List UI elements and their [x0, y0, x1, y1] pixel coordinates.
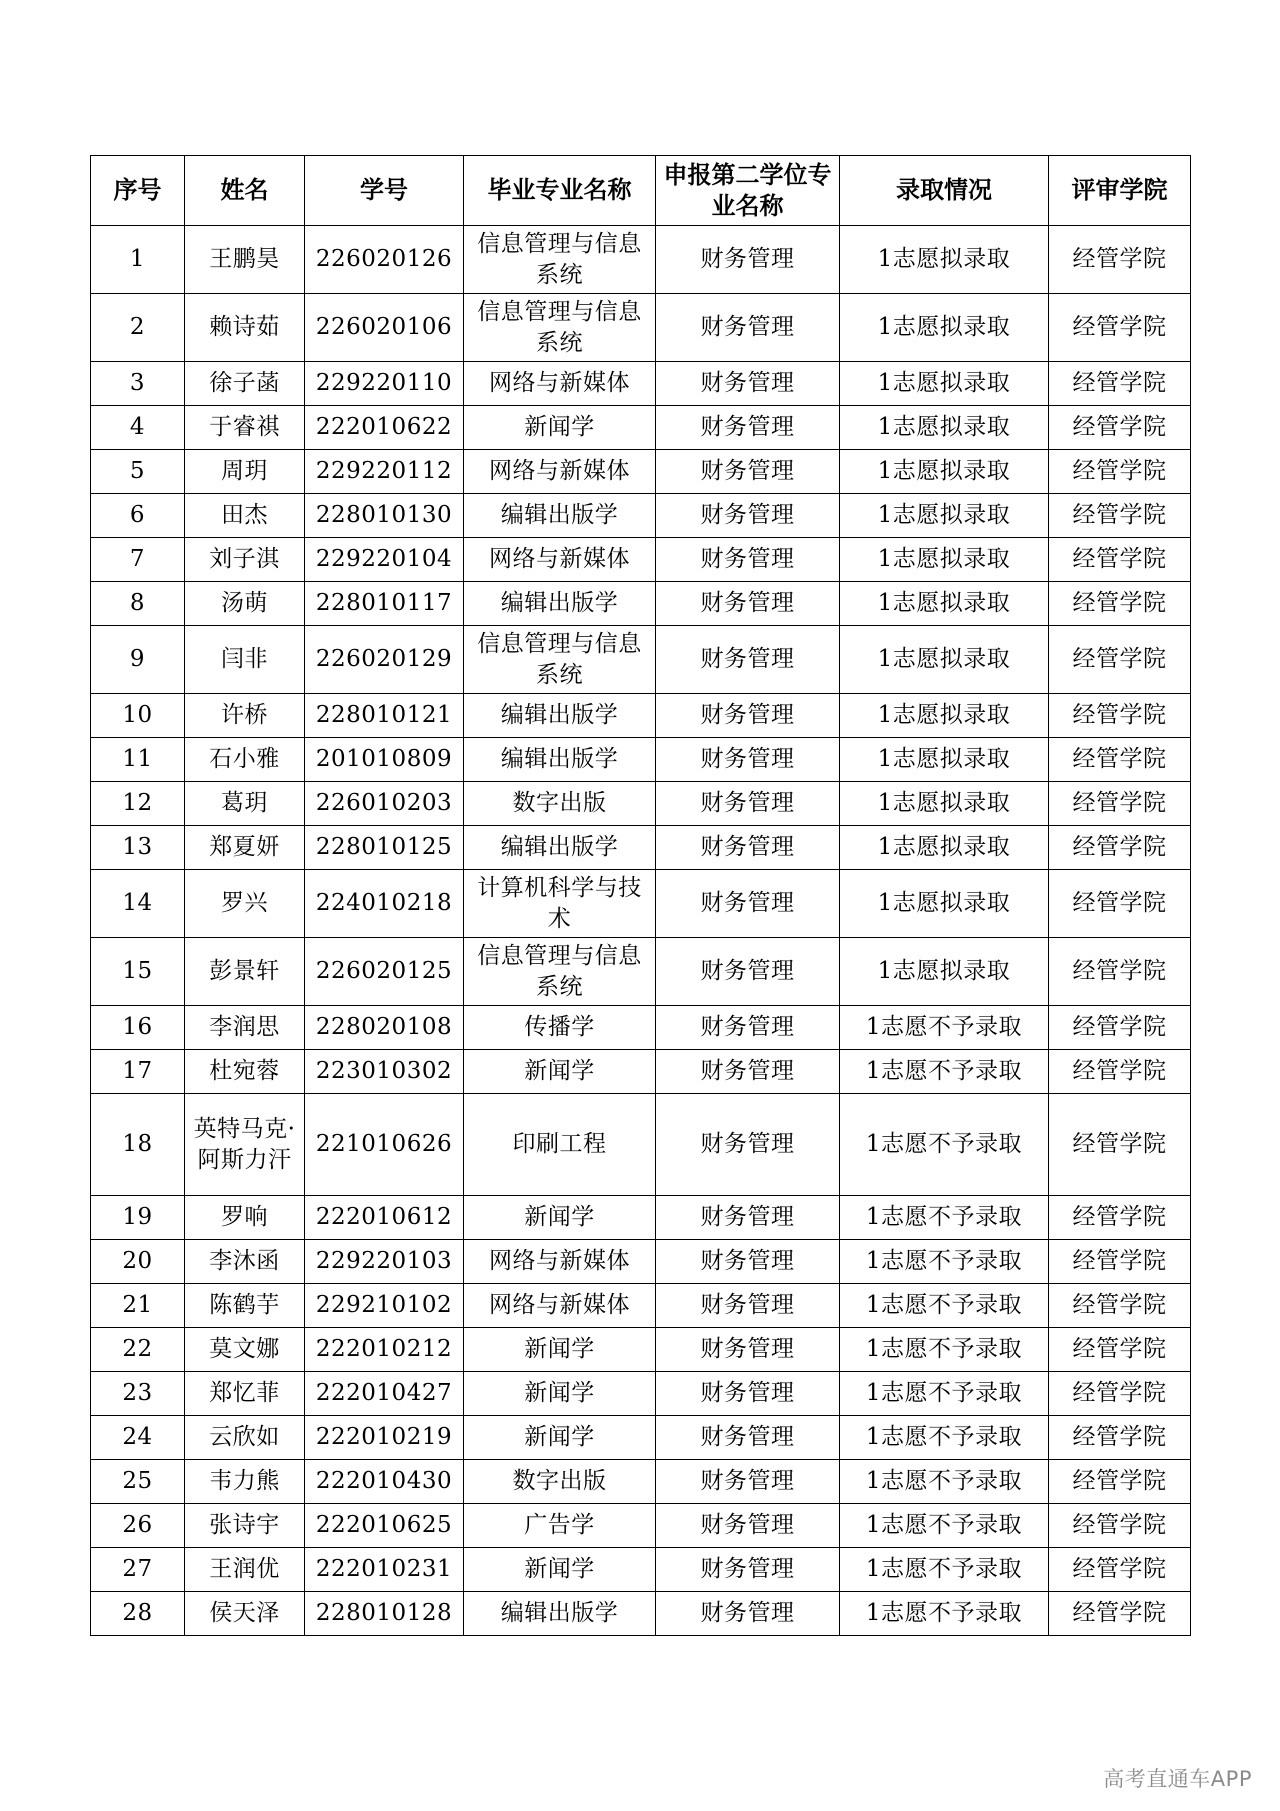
cell-name: 许桥 — [185, 694, 305, 738]
cell-student-id: 226020129 — [305, 626, 464, 694]
cell-student-id: 226020126 — [305, 226, 464, 294]
cell-index: 16 — [91, 1006, 185, 1050]
cell-second-degree-major: 财务管理 — [656, 582, 840, 626]
cell-graduate-major: 网络与新媒体 — [464, 538, 656, 582]
cell-admission-status: 1志愿不予录取 — [840, 1284, 1049, 1328]
cell-admission-status: 1志愿不予录取 — [840, 1460, 1049, 1504]
cell-second-degree-major: 财务管理 — [656, 1094, 840, 1196]
table-row — [91, 1328, 1191, 1372]
cell-review-college: 经管学院 — [1049, 1592, 1191, 1636]
cell-admission-status: 1志愿拟录取 — [840, 782, 1049, 826]
cell-review-college: 经管学院 — [1049, 450, 1191, 494]
cell-admission-status: 1志愿拟录取 — [840, 538, 1049, 582]
cell-student-id: 222010212 — [305, 1328, 464, 1372]
table-row — [91, 450, 1191, 494]
cell-name: 刘子淇 — [185, 538, 305, 582]
cell-name: 侯天泽 — [185, 1592, 305, 1636]
cell-student-id: 222010219 — [305, 1416, 464, 1460]
cell-graduate-major: 数字出版 — [464, 1460, 656, 1504]
cell-graduate-major: 信息管理与信息系统 — [464, 626, 656, 694]
cell-name: 葛玥 — [185, 782, 305, 826]
cell-graduate-major: 网络与新媒体 — [464, 362, 656, 406]
cell-second-degree-major: 财务管理 — [656, 1372, 840, 1416]
cell-admission-status: 1志愿不予录取 — [840, 1416, 1049, 1460]
cell-second-degree-major: 财务管理 — [656, 1592, 840, 1636]
cell-review-college: 经管学院 — [1049, 294, 1191, 362]
cell-second-degree-major: 财务管理 — [656, 694, 840, 738]
watermark: 高考直通车APP — [1103, 1767, 1252, 1791]
table-row — [91, 538, 1191, 582]
cell-index: 7 — [91, 538, 185, 582]
cell-graduate-major: 编辑出版学 — [464, 694, 656, 738]
cell-index: 10 — [91, 694, 185, 738]
cell-second-degree-major: 财务管理 — [656, 1548, 840, 1592]
cell-second-degree-major: 财务管理 — [656, 870, 840, 938]
cell-second-degree-major: 财务管理 — [656, 1240, 840, 1284]
table-row — [91, 1416, 1191, 1460]
table-row — [91, 1372, 1191, 1416]
cell-review-college: 经管学院 — [1049, 1006, 1191, 1050]
cell-review-college: 经管学院 — [1049, 1050, 1191, 1094]
cell-review-college: 经管学院 — [1049, 738, 1191, 782]
cell-second-degree-major: 财务管理 — [656, 362, 840, 406]
cell-name: 张诗宇 — [185, 1504, 305, 1548]
table-row — [91, 626, 1191, 694]
cell-admission-status: 1志愿拟录取 — [840, 938, 1049, 1006]
cell-review-college: 经管学院 — [1049, 782, 1191, 826]
cell-index: 23 — [91, 1372, 185, 1416]
table-row — [91, 582, 1191, 626]
cell-name: 郑夏妍 — [185, 826, 305, 870]
cell-graduate-major: 新闻学 — [464, 1050, 656, 1094]
cell-index: 17 — [91, 1050, 185, 1094]
cell-admission-status: 1志愿不予录取 — [840, 1006, 1049, 1050]
cell-admission-status: 1志愿拟录取 — [840, 406, 1049, 450]
cell-admission-status: 1志愿拟录取 — [840, 450, 1049, 494]
table-row — [91, 1504, 1191, 1548]
cell-index: 28 — [91, 1592, 185, 1636]
cell-review-college: 经管学院 — [1049, 406, 1191, 450]
cell-admission-status: 1志愿不予录取 — [840, 1504, 1049, 1548]
cell-graduate-major: 新闻学 — [464, 1548, 656, 1592]
table-row — [91, 294, 1191, 362]
cell-review-college: 经管学院 — [1049, 626, 1191, 694]
cell-graduate-major: 传播学 — [464, 1006, 656, 1050]
cell-second-degree-major: 财务管理 — [656, 826, 840, 870]
cell-index: 2 — [91, 294, 185, 362]
cell-admission-status: 1志愿不予录取 — [840, 1328, 1049, 1372]
table-row — [91, 1460, 1191, 1504]
cell-review-college: 经管学院 — [1049, 938, 1191, 1006]
table-row — [91, 1284, 1191, 1328]
cell-index: 19 — [91, 1196, 185, 1240]
cell-index: 8 — [91, 582, 185, 626]
cell-review-college: 经管学院 — [1049, 1284, 1191, 1328]
cell-admission-status: 1志愿拟录取 — [840, 626, 1049, 694]
cell-admission-status: 1志愿不予录取 — [840, 1240, 1049, 1284]
cell-review-college: 经管学院 — [1049, 1416, 1191, 1460]
cell-index: 11 — [91, 738, 185, 782]
cell-student-id: 222010625 — [305, 1504, 464, 1548]
cell-student-id: 229220103 — [305, 1240, 464, 1284]
cell-name: 王润优 — [185, 1548, 305, 1592]
table-body — [91, 226, 1191, 1636]
table-row — [91, 1050, 1191, 1094]
cell-student-id: 228010128 — [305, 1592, 464, 1636]
cell-student-id: 222010430 — [305, 1460, 464, 1504]
cell-index: 24 — [91, 1416, 185, 1460]
cell-student-id: 222010427 — [305, 1372, 464, 1416]
header-review-college: 评审学院 — [1049, 156, 1191, 226]
cell-index: 5 — [91, 450, 185, 494]
cell-review-college: 经管学院 — [1049, 494, 1191, 538]
cell-admission-status: 1志愿拟录取 — [840, 826, 1049, 870]
cell-index: 6 — [91, 494, 185, 538]
cell-graduate-major: 网络与新媒体 — [464, 1240, 656, 1284]
cell-second-degree-major: 财务管理 — [656, 782, 840, 826]
cell-name: 郑忆菲 — [185, 1372, 305, 1416]
cell-index: 3 — [91, 362, 185, 406]
cell-review-college: 经管学院 — [1049, 538, 1191, 582]
cell-graduate-major: 信息管理与信息系统 — [464, 294, 656, 362]
cell-admission-status: 1志愿拟录取 — [840, 582, 1049, 626]
cell-second-degree-major: 财务管理 — [656, 738, 840, 782]
table-row — [91, 938, 1191, 1006]
table-row — [91, 1548, 1191, 1592]
cell-student-id: 222010231 — [305, 1548, 464, 1592]
cell-review-college: 经管学院 — [1049, 582, 1191, 626]
table-row — [91, 782, 1191, 826]
cell-admission-status: 1志愿不予录取 — [840, 1548, 1049, 1592]
cell-second-degree-major: 财务管理 — [656, 626, 840, 694]
cell-student-id: 223010302 — [305, 1050, 464, 1094]
cell-graduate-major: 信息管理与信息系统 — [464, 226, 656, 294]
cell-name: 闫非 — [185, 626, 305, 694]
cell-index: 9 — [91, 626, 185, 694]
cell-graduate-major: 新闻学 — [464, 406, 656, 450]
table-row — [91, 738, 1191, 782]
cell-graduate-major: 广告学 — [464, 1504, 656, 1548]
cell-graduate-major: 新闻学 — [464, 1372, 656, 1416]
header-second-degree-major: 申报第二学位专业名称 — [656, 156, 840, 226]
cell-second-degree-major: 财务管理 — [656, 226, 840, 294]
cell-student-id: 226020106 — [305, 294, 464, 362]
cell-student-id: 222010612 — [305, 1196, 464, 1240]
table-row — [91, 1094, 1191, 1196]
table-row — [91, 362, 1191, 406]
cell-graduate-major: 新闻学 — [464, 1328, 656, 1372]
header-student-id: 学号 — [305, 156, 464, 226]
cell-student-id: 226010203 — [305, 782, 464, 826]
cell-name: 徐子菡 — [185, 362, 305, 406]
cell-student-id: 226020125 — [305, 938, 464, 1006]
cell-graduate-major: 编辑出版学 — [464, 582, 656, 626]
cell-second-degree-major: 财务管理 — [656, 1416, 840, 1460]
cell-graduate-major: 新闻学 — [464, 1416, 656, 1460]
cell-student-id: 222010622 — [305, 406, 464, 450]
cell-index: 4 — [91, 406, 185, 450]
cell-review-college: 经管学院 — [1049, 1372, 1191, 1416]
cell-index: 21 — [91, 1284, 185, 1328]
cell-review-college: 经管学院 — [1049, 1504, 1191, 1548]
cell-name: 王鹏昊 — [185, 226, 305, 294]
cell-student-id: 228020108 — [305, 1006, 464, 1050]
cell-graduate-major: 编辑出版学 — [464, 738, 656, 782]
cell-second-degree-major: 财务管理 — [656, 450, 840, 494]
table-header-row — [91, 156, 1191, 226]
cell-graduate-major: 编辑出版学 — [464, 494, 656, 538]
table-row — [91, 826, 1191, 870]
cell-admission-status: 1志愿不予录取 — [840, 1592, 1049, 1636]
cell-student-id: 229220110 — [305, 362, 464, 406]
cell-review-college: 经管学院 — [1049, 1196, 1191, 1240]
table-row — [91, 494, 1191, 538]
cell-name: 石小雅 — [185, 738, 305, 782]
cell-name: 彭景轩 — [185, 938, 305, 1006]
cell-graduate-major: 网络与新媒体 — [464, 1284, 656, 1328]
cell-name: 罗响 — [185, 1196, 305, 1240]
cell-index: 25 — [91, 1460, 185, 1504]
cell-second-degree-major: 财务管理 — [656, 1006, 840, 1050]
cell-admission-status: 1志愿不予录取 — [840, 1094, 1049, 1196]
cell-admission-status: 1志愿拟录取 — [840, 870, 1049, 938]
cell-review-college: 经管学院 — [1049, 870, 1191, 938]
cell-graduate-major: 数字出版 — [464, 782, 656, 826]
admission-table — [90, 155, 1191, 1636]
table-row — [91, 1196, 1191, 1240]
cell-admission-status: 1志愿拟录取 — [840, 362, 1049, 406]
table-row — [91, 1592, 1191, 1636]
table-row — [91, 406, 1191, 450]
cell-second-degree-major: 财务管理 — [656, 406, 840, 450]
cell-name: 莫文娜 — [185, 1328, 305, 1372]
cell-name: 汤萌 — [185, 582, 305, 626]
cell-student-id: 229210102 — [305, 1284, 464, 1328]
cell-name: 周玥 — [185, 450, 305, 494]
cell-admission-status: 1志愿拟录取 — [840, 738, 1049, 782]
cell-review-college: 经管学院 — [1049, 1094, 1191, 1196]
cell-second-degree-major: 财务管理 — [656, 938, 840, 1006]
cell-name: 杜宛蓉 — [185, 1050, 305, 1094]
header-index: 序号 — [91, 156, 185, 226]
cell-name: 英特马克·阿斯力汗 — [185, 1094, 305, 1196]
cell-index: 13 — [91, 826, 185, 870]
cell-review-college: 经管学院 — [1049, 1328, 1191, 1372]
cell-second-degree-major: 财务管理 — [656, 294, 840, 362]
cell-index: 12 — [91, 782, 185, 826]
cell-student-id: 228010130 — [305, 494, 464, 538]
table-row — [91, 1240, 1191, 1284]
cell-name: 李沐函 — [185, 1240, 305, 1284]
cell-index: 20 — [91, 1240, 185, 1284]
cell-student-id: 228010117 — [305, 582, 464, 626]
cell-second-degree-major: 财务管理 — [656, 1504, 840, 1548]
cell-second-degree-major: 财务管理 — [656, 1284, 840, 1328]
cell-admission-status: 1志愿拟录取 — [840, 294, 1049, 362]
cell-admission-status: 1志愿拟录取 — [840, 694, 1049, 738]
cell-admission-status: 1志愿不予录取 — [840, 1196, 1049, 1240]
cell-second-degree-major: 财务管理 — [656, 1328, 840, 1372]
cell-index: 1 — [91, 226, 185, 294]
cell-student-id: 224010218 — [305, 870, 464, 938]
cell-admission-status: 1志愿拟录取 — [840, 226, 1049, 294]
cell-name: 于睿祺 — [185, 406, 305, 450]
cell-index: 14 — [91, 870, 185, 938]
cell-review-college: 经管学院 — [1049, 826, 1191, 870]
header-graduate-major: 毕业专业名称 — [464, 156, 656, 226]
cell-name: 陈鹤芋 — [185, 1284, 305, 1328]
cell-second-degree-major: 财务管理 — [656, 538, 840, 582]
cell-second-degree-major: 财务管理 — [656, 1050, 840, 1094]
cell-admission-status: 1志愿拟录取 — [840, 494, 1049, 538]
cell-name: 云欣如 — [185, 1416, 305, 1460]
cell-review-college: 经管学院 — [1049, 1548, 1191, 1592]
cell-graduate-major: 印刷工程 — [464, 1094, 656, 1196]
cell-review-college: 经管学院 — [1049, 362, 1191, 406]
cell-review-college: 经管学院 — [1049, 694, 1191, 738]
cell-index: 15 — [91, 938, 185, 1006]
cell-index: 22 — [91, 1328, 185, 1372]
cell-name: 田杰 — [185, 494, 305, 538]
cell-graduate-major: 编辑出版学 — [464, 826, 656, 870]
cell-student-id: 201010809 — [305, 738, 464, 782]
cell-name: 罗兴 — [185, 870, 305, 938]
cell-name: 韦力熊 — [185, 1460, 305, 1504]
cell-name: 李润思 — [185, 1006, 305, 1050]
table-row — [91, 226, 1191, 294]
header-admission-status: 录取情况 — [840, 156, 1049, 226]
cell-review-college: 经管学院 — [1049, 1460, 1191, 1504]
cell-admission-status: 1志愿不予录取 — [840, 1372, 1049, 1416]
cell-second-degree-major: 财务管理 — [656, 1196, 840, 1240]
cell-graduate-major: 网络与新媒体 — [464, 450, 656, 494]
cell-index: 27 — [91, 1548, 185, 1592]
cell-index: 18 — [91, 1094, 185, 1196]
cell-admission-status: 1志愿不予录取 — [840, 1050, 1049, 1094]
cell-student-id: 221010626 — [305, 1094, 464, 1196]
cell-student-id: 228010125 — [305, 826, 464, 870]
cell-graduate-major: 编辑出版学 — [464, 1592, 656, 1636]
table-row — [91, 694, 1191, 738]
cell-second-degree-major: 财务管理 — [656, 494, 840, 538]
table-row — [91, 1006, 1191, 1050]
header-name: 姓名 — [185, 156, 305, 226]
cell-student-id: 229220104 — [305, 538, 464, 582]
cell-graduate-major: 新闻学 — [464, 1196, 656, 1240]
cell-graduate-major: 计算机科学与技术 — [464, 870, 656, 938]
cell-student-id: 228010121 — [305, 694, 464, 738]
cell-graduate-major: 信息管理与信息系统 — [464, 938, 656, 1006]
cell-second-degree-major: 财务管理 — [656, 1460, 840, 1504]
cell-student-id: 229220112 — [305, 450, 464, 494]
cell-index: 26 — [91, 1504, 185, 1548]
cell-review-college: 经管学院 — [1049, 226, 1191, 294]
table-row — [91, 870, 1191, 938]
cell-name: 赖诗茹 — [185, 294, 305, 362]
cell-review-college: 经管学院 — [1049, 1240, 1191, 1284]
